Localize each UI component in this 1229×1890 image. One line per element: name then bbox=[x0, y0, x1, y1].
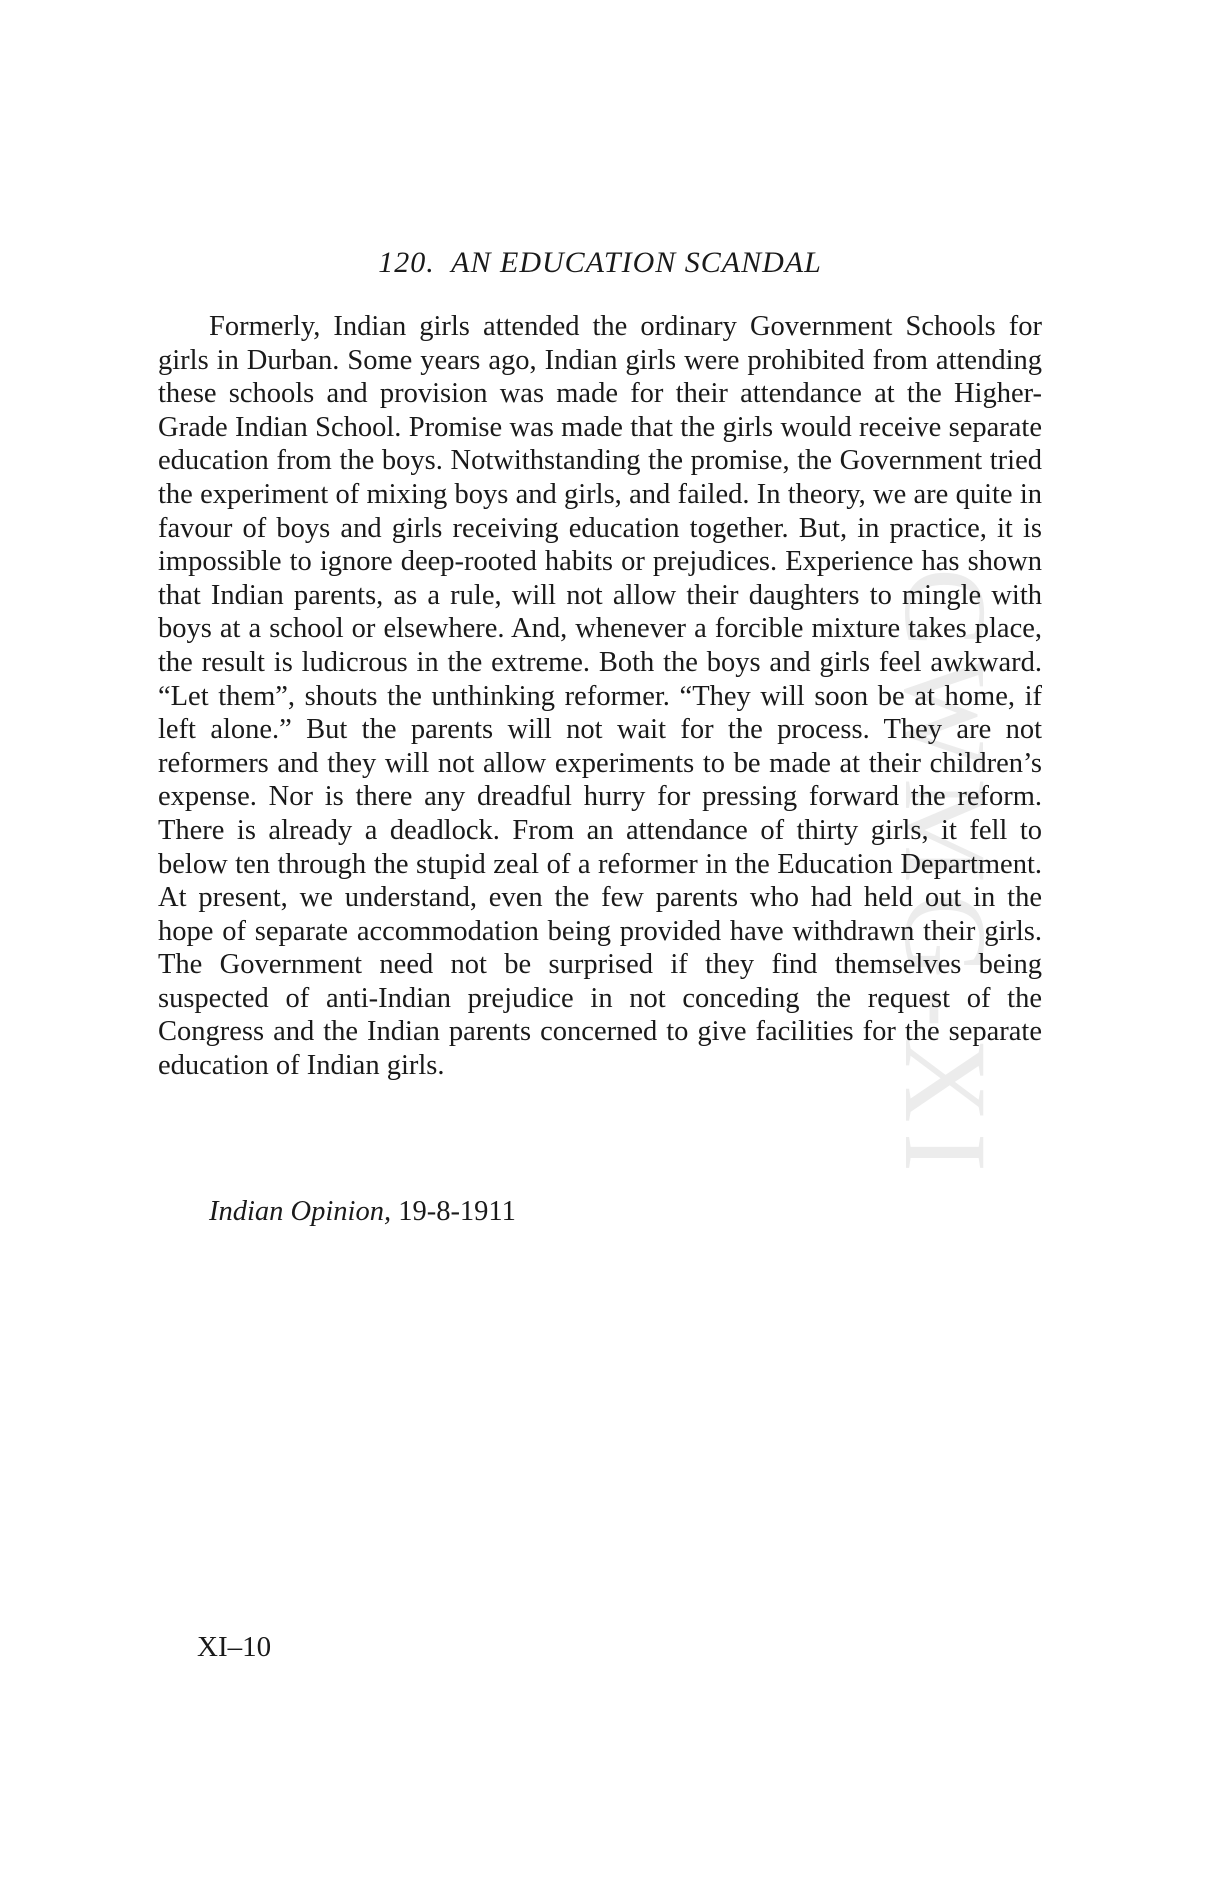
article-body: Formerly, Indian girls attended the ordinary Government Schools for girls in Durban. Some years ago, Indian girls were prohibited from attending these schools and provision was made for their attendance at the Higher-Grade Indian School. Promise was made that the girls would receive separate education from the boys. Notwithstanding the promise, the Government tried the experiment of mixing boys and girls, and failed. In theory, we are quite in favour of boys and girls receiving education together. But, in practice, it is impossible to ignore deep-rooted habits or prejudices. Experience has shown that Indian parents, as a rule, will not allow their daughters to mingle with boys at a school or elsewhere. And, whenever a forcible mixture takes place, the result is ludicrous in the extreme. Both the boys and girls feel awkward. “Let them”, shouts the unthinking reformer. “They will soon be at home, if left alone.” But the parents will not wait for the process. They are not reformers and they will not allow experiments to be made at their children’s expense. Nor is there any dreadful hurry for pressing forward the reform. There is already a deadlock. From an attendance of thirty girls, it fell to below ten through the stupid zeal of a reformer in the Education Department. At present, we understand, even the few parents who had held out in the hope of separate accommodation being provided have withdrawn their girls. The Government need not be surprised if they find themselves being suspected of anti-Indian prejudice in not conceding the request of the Congress and the Indian parents concerned to give facilities for the separate education of Indian girls. bbox=[158, 311, 1042, 1082]
article-source bbox=[209, 1196, 516, 1228]
article-title: 120. AN EDUCATION SCANDAL bbox=[378, 246, 822, 279]
source-publication: Indian Opinion, bbox=[209, 1196, 392, 1227]
page-footer-marker: XI–10 bbox=[197, 1631, 272, 1663]
source-date: 19-8-1911 bbox=[398, 1196, 516, 1227]
watermark: CWMG-XI bbox=[880, 568, 1011, 1183]
